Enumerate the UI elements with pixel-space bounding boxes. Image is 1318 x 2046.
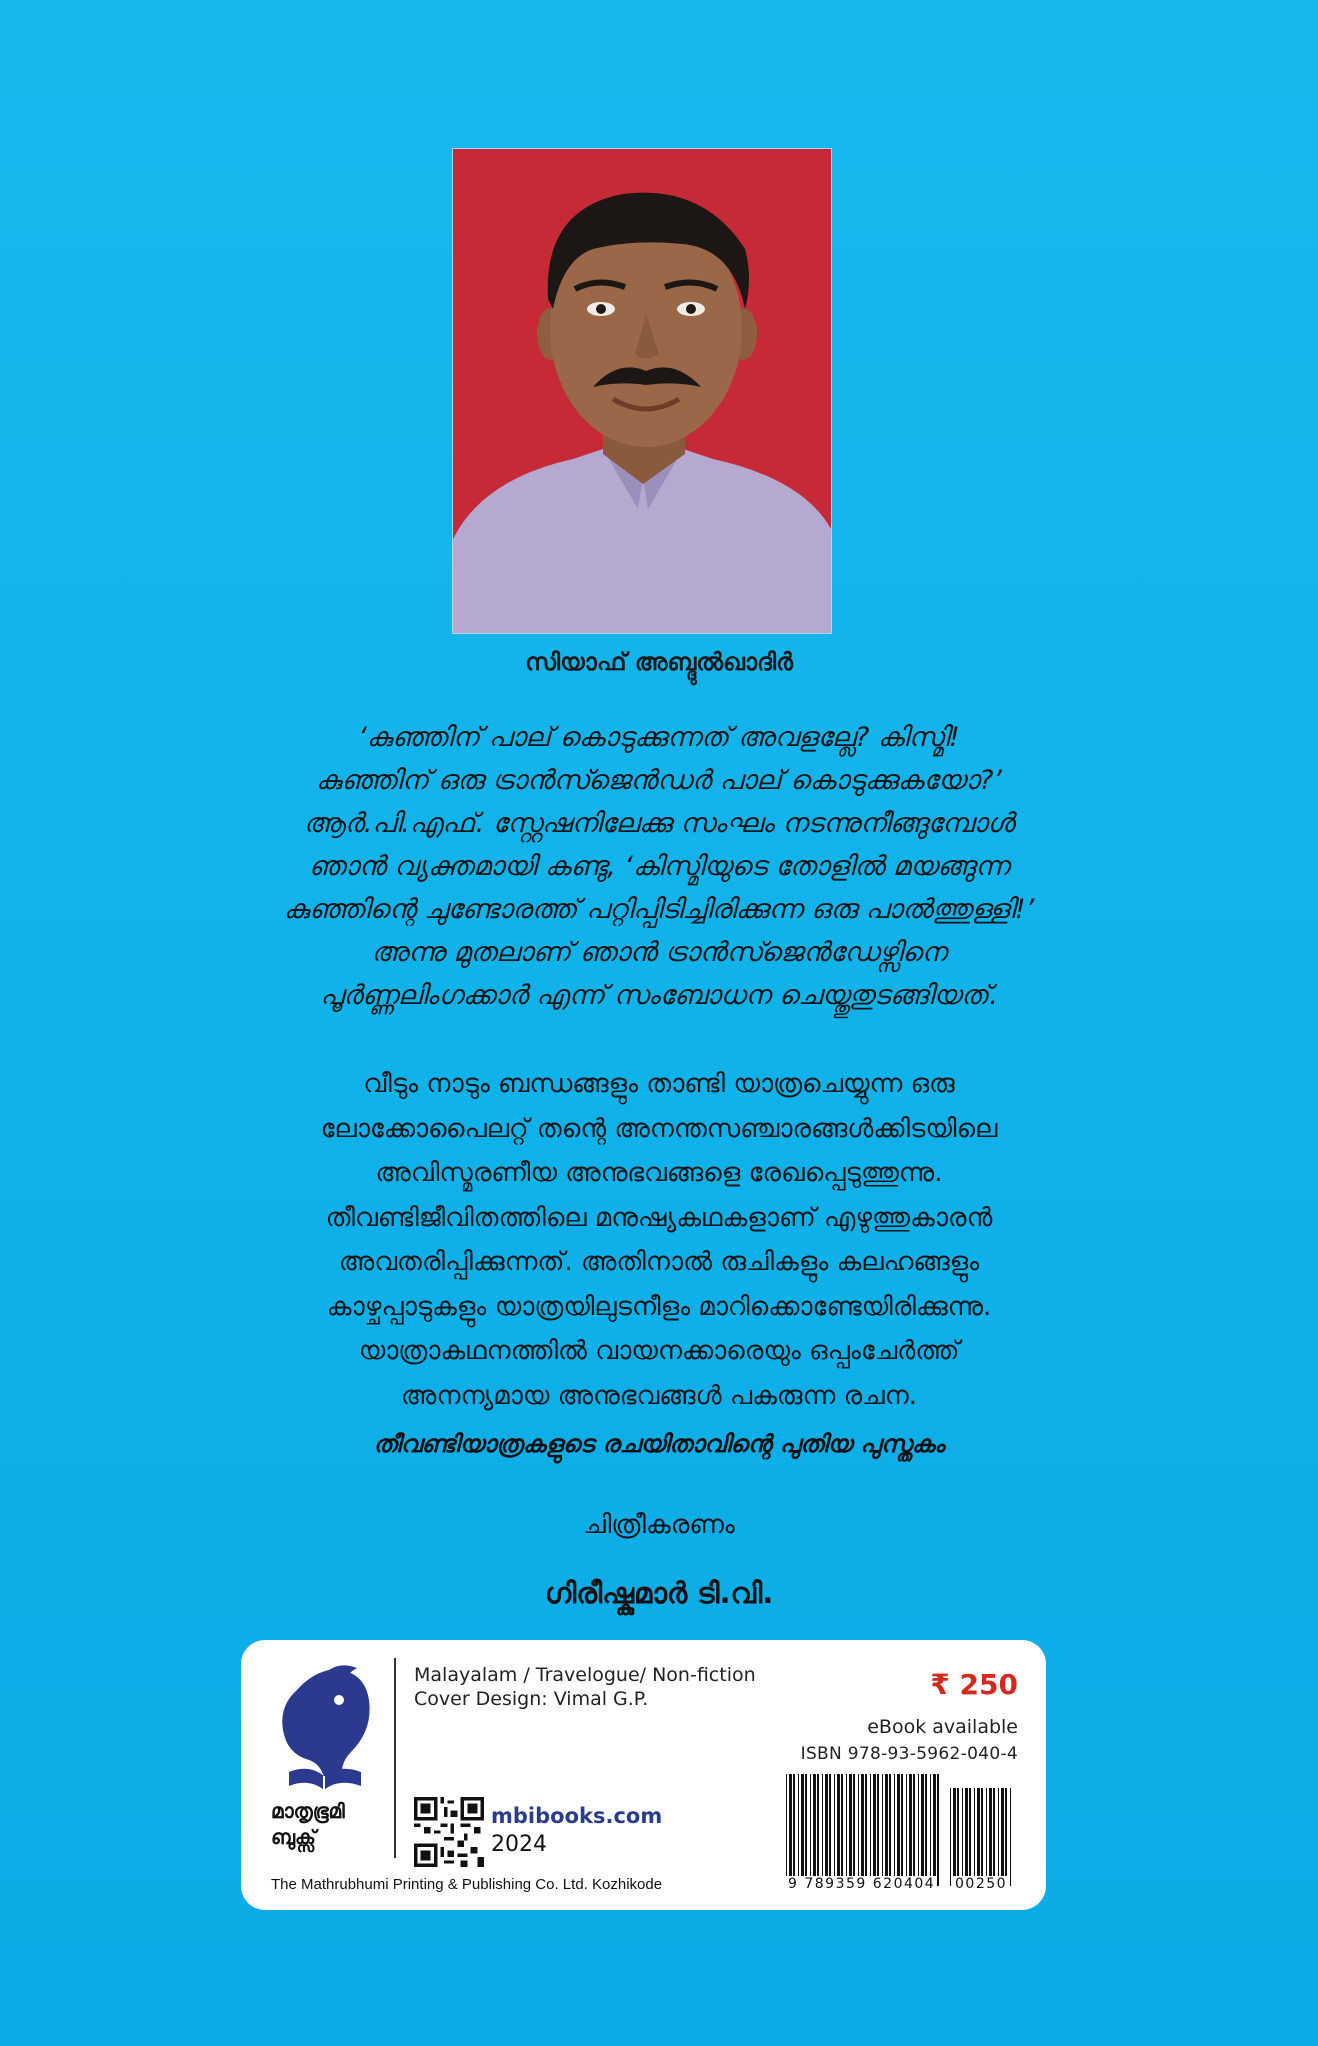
publisher-logo-text (271, 1798, 391, 1850)
author-photo (452, 148, 832, 634)
quote-line: അന്നു മുതലാണ് ഞാൻ ട്രാൻസ്ജെൻഡേഴ്സിനെ (371, 937, 947, 968)
qr-code-icon (414, 1797, 484, 1867)
genre-label: Malayalam / Travelogue/ Non-fiction (414, 1664, 756, 1686)
description-line: അനന്യമായ അനുഭവങ്ങൾ പകരുന്ന രചന. (400, 1380, 918, 1411)
logo-text-line1: മാതൃഭൂമി (271, 1799, 345, 1823)
ebook-availability: eBook available (867, 1716, 1018, 1738)
quote-line: കുഞ്ഞിന്റെ ചുണ്ടോരത്ത് പറ്റിപ്പിടിച്ചിരിക്കുന്ന ഒരു പാൽത്തുള്ളി!’ (283, 894, 1035, 925)
illustration-label: ചിത്രീകരണം (583, 1510, 735, 1540)
description-line: ലോക്കോപൈലറ്റ് തന്റെ അനന്തസഞ്ചാരങ്ങൾക്കിടയിലെ (320, 1113, 998, 1144)
publisher-info-box (241, 1640, 1046, 1910)
author-name-caption: സിയാഫ് അബ്ദുൽഖാദിർ (525, 648, 793, 676)
cover-design-credit: Cover Design: Vimal G.P. (414, 1688, 649, 1710)
quote-line: ഞാൻ വ്യക്തമായി കണ്ടു, ‘കിസ്മിയുടെ തോളിൽ മയങ്ങുന്ന (308, 851, 1010, 882)
description-line: വീടും നാടും ബന്ധങ്ങളും താണ്ടി യാത്രചെയ്യുന്ന ഒരു (363, 1069, 955, 1099)
quote-line: ‘കുഞ്ഞിന് പാല് കൊടുക്കുന്നത് അവളല്ലേ? കിസ്മി! (358, 722, 960, 753)
barcode-number: 9 789359 620404 (788, 1876, 936, 1892)
quote-line: പൂർണ്ണലിംഗക്കാർ എന്ന് സംബോധന ചെയ്തുതുടങ്ങിയത്. (320, 980, 998, 1011)
illustrator-name: ഗിരീഷ്കുമാർ ടി.വി. (544, 1576, 774, 1610)
publisher-name: The Mathrubhumi Printing & Publishing Co. Ltd. Kozhikode (271, 1876, 663, 1893)
price: ₹ 250 (930, 1668, 1018, 1701)
divider (394, 1658, 396, 1858)
barcode-addon-number: 00250 (955, 1876, 1008, 1892)
barcode-icon (786, 1774, 944, 1886)
book-description (120, 1062, 1198, 1418)
blurb-quote (120, 716, 1198, 1017)
description-line: കാഴ്ചപ്പാടുകളും യാത്രയിലുടനീളം മാറിക്കൊണ്ടേയിരിക്കുന്നു. (326, 1291, 992, 1322)
isbn: ISBN 978-93-5962-040-4 (800, 1744, 1018, 1764)
tagline: തീവണ്ടിയാത്രകളുടെ രചയിതാവിന്റെ പുതിയ പുസ്തകം (373, 1430, 945, 1458)
barcode-addon-icon (950, 1788, 1015, 1886)
description-line: തീവണ്ടിജീവിതത്തിലെ മനുഷ്യകഥകളാണ് എഴുത്തുകാരൻ (325, 1202, 993, 1233)
quote-line: ആർ.പി.എഫ്. സ്റ്റേഷനിലേക്കു സംഘം നടന്നുനീങ്ങുമ്പോൾ (303, 808, 1015, 839)
website-link: mbibooks.com (491, 1804, 663, 1828)
description-line: അവിസ്മരണീയ അനുഭവങ്ങളെ രേഖപ്പെടുത്തുന്നു. (375, 1158, 943, 1188)
description-line: അവതരിപ്പിക്കുന്നത്. അതിനാൽ രുചികളും കലഹങ്ങളും (338, 1247, 980, 1277)
quote-line: കുഞ്ഞിന് ഒരു ട്രാൻസ്ജെൻഡർ പാല് കൊടുക്കുകയോ?’ (315, 765, 1003, 796)
logo-text-line2: ബുക്സ് (271, 1825, 316, 1849)
description-line: യാത്രാകഥനത്തിൽ വായനക്കാരെയും ഒപ്പംചേർത്ത് (358, 1336, 960, 1366)
author-portrait-icon (453, 149, 831, 633)
elephant-book-logo-icon (269, 1660, 379, 1800)
publication-year: 2024 (491, 1832, 547, 1857)
